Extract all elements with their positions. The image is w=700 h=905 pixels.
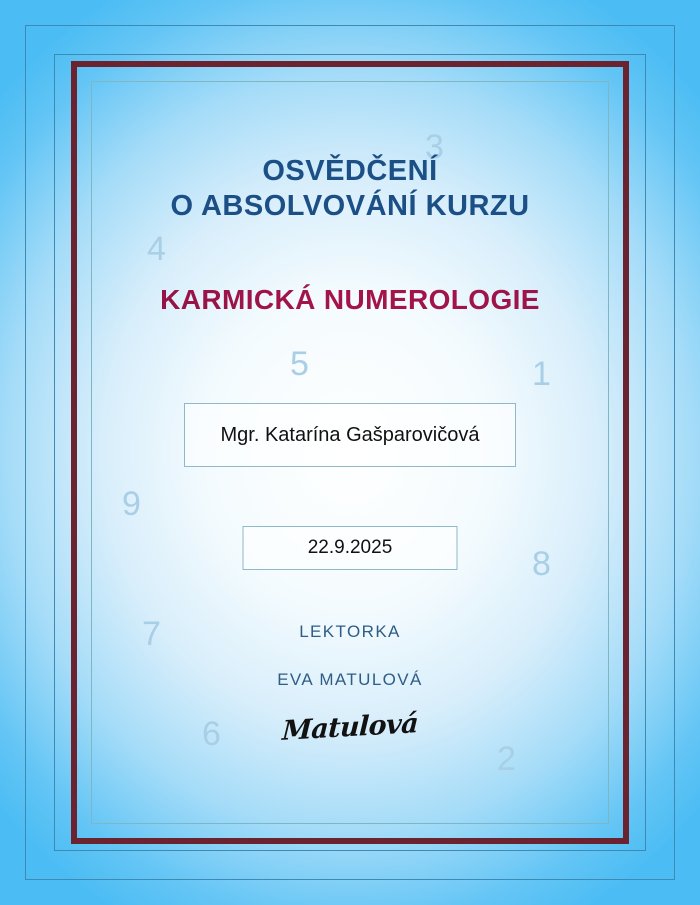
certificate-heading [92, 154, 608, 225]
heading-line-2: O ABSOLVOVÁNÍ KURZU [170, 190, 530, 223]
certificate-content [92, 82, 608, 823]
decorative-numeral: 8 [532, 545, 551, 583]
course-title: KARMICKÁ NUMEROLOGIE [92, 284, 608, 316]
decorative-numeral: 5 [290, 345, 309, 383]
date-value: 22.9.2025 [307, 537, 393, 558]
decorative-numeral: 3 [425, 128, 444, 166]
lecturer-name: EVA MATULOVÁ [277, 670, 423, 689]
decorative-numeral: 6 [202, 715, 221, 753]
lecturer-role-label: LEKTORKA [299, 622, 401, 641]
decorative-numeral: 7 [142, 615, 161, 653]
recipient-name: Mgr. Katarína Gašparovičová [220, 423, 480, 446]
recipient-name-box [184, 403, 516, 467]
lecturer-signature: Matulová [281, 708, 419, 747]
decorative-numeral: 2 [497, 740, 516, 778]
date-box [243, 526, 458, 570]
lecturer-block [92, 622, 608, 747]
decorative-numeral: 1 [532, 355, 551, 393]
heading-line-1: OSVĚDČENÍ [262, 155, 438, 187]
decorative-numeral: 9 [122, 485, 141, 523]
decorative-numeral: 4 [147, 230, 166, 268]
